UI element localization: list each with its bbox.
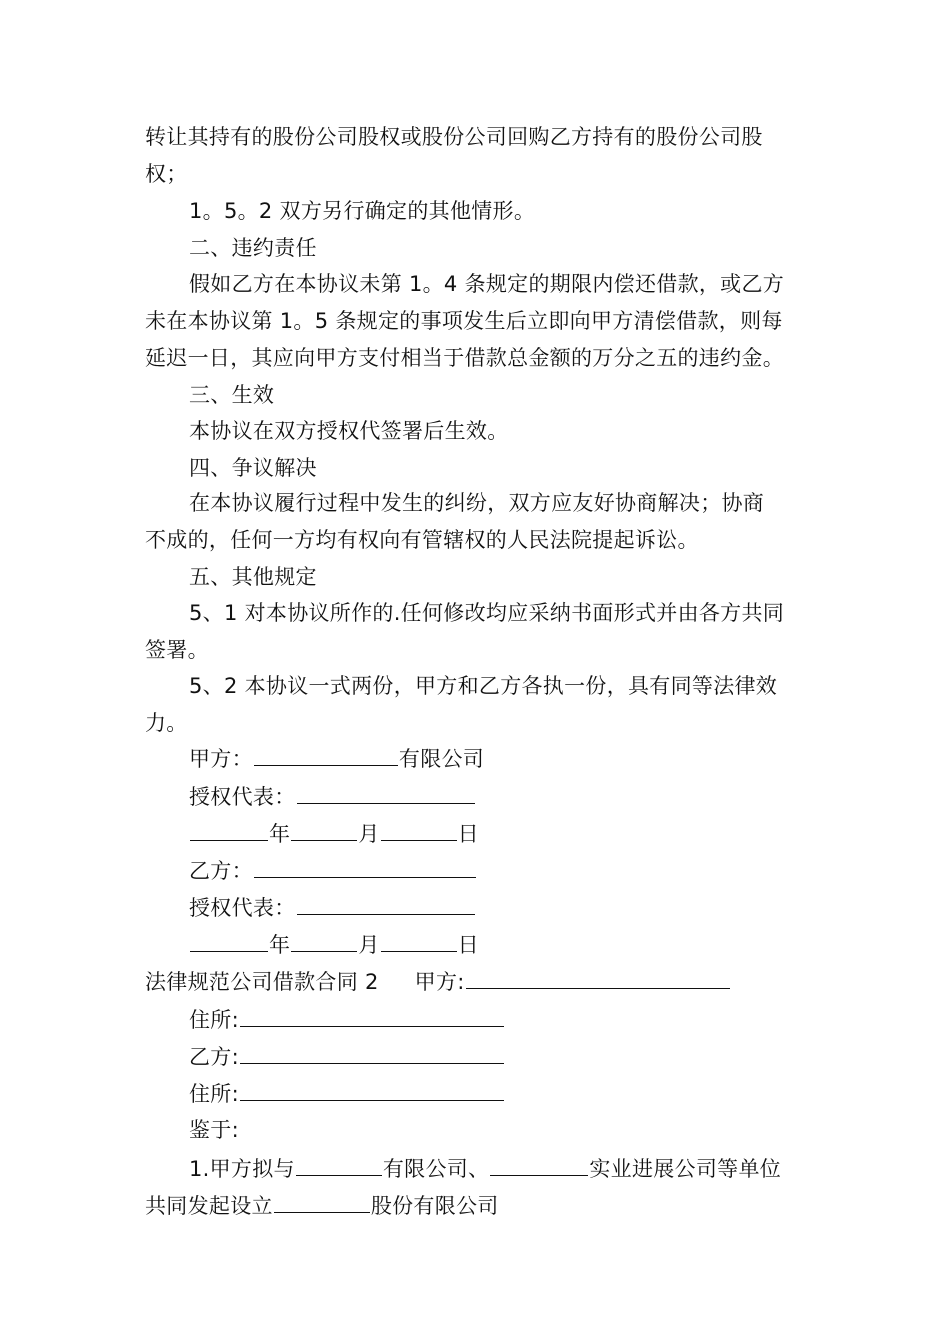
paragraph-line: 力。 <box>145 711 188 735</box>
day-blank <box>381 929 457 952</box>
section-heading: 三、生效 <box>189 383 275 407</box>
party-a-company-suffix: 有限公司 <box>398 747 485 771</box>
paragraph-line: 在本协议履行过程中发生的纠纷，双方应友好协商解决；协商 <box>189 491 765 515</box>
address-label: 住所: <box>189 1082 239 1106</box>
clause-text: 有限公司、 <box>382 1157 490 1181</box>
contract2-header-line <box>145 966 825 997</box>
party-a-rep-line <box>189 781 869 812</box>
day-blank <box>381 818 457 841</box>
clause-1-line <box>189 1153 869 1184</box>
year-label: 年 <box>269 933 291 957</box>
address-line <box>189 1078 869 1109</box>
clause-text: 股份有限公司 <box>370 1194 499 1218</box>
year-blank <box>190 818 268 841</box>
party-b-label: 乙方: <box>189 1045 239 1069</box>
paragraph-line: 签署。 <box>145 638 209 662</box>
party-b-blank <box>240 1041 504 1064</box>
address-blank <box>240 1004 504 1027</box>
party-b-rep-label: 授权代表： <box>189 896 296 920</box>
month-blank <box>291 818 357 841</box>
contract2-title: 法律规范公司借款合同 2 <box>145 970 379 994</box>
address-line <box>189 1004 869 1035</box>
paragraph-line: 转让其持有的股份公司股权或股份公司回购乙方持有的股份公司股 <box>145 125 763 149</box>
company-blank <box>296 1153 382 1176</box>
section-heading: 五、其他规定 <box>189 565 317 589</box>
paragraph-line: 5、1 对本协议所作的.任何修改均应采纳书面形式并由各方共同 <box>189 601 785 625</box>
paragraph-line: 未在本协议第 1。5 条规定的事项发生后立即向甲方清偿借款，则每 <box>145 309 783 333</box>
year-label: 年 <box>269 822 291 846</box>
party-b-rep-line <box>189 892 869 923</box>
company-blank <box>274 1190 370 1213</box>
party-b-blank <box>254 855 476 878</box>
section-heading: 二、违约责任 <box>189 236 317 260</box>
month-label: 月 <box>358 822 380 846</box>
contract2-party-a-label: 甲方: <box>414 970 465 994</box>
party-a-label: 甲方： <box>189 747 253 771</box>
party-b-signature-line <box>189 855 869 886</box>
paragraph-line: 延迟一日，其应向甲方支付相当于借款总金额的万分之五的违约金。 <box>145 346 784 370</box>
clause-text: 1.甲方拟与 <box>189 1157 295 1181</box>
year-blank <box>190 929 268 952</box>
contract2-party-a-blank <box>466 966 730 989</box>
clause-text: 实业进展公司等单位 <box>589 1157 782 1181</box>
day-label: 日 <box>457 933 479 957</box>
paragraph-line: 假如乙方在本协议未第 1。4 条规定的期限内偿还借款，或乙方 <box>189 272 785 296</box>
section-heading: 四、争议解决 <box>189 456 317 480</box>
address-blank <box>240 1078 504 1101</box>
month-blank <box>291 929 357 952</box>
paragraph-line: 5、2 本协议一式两份，甲方和乙方各执一份，具有同等法律效 <box>189 674 778 698</box>
paragraph-line: 不成的，任何一方均有权向有管辖权的人民法院提起诉讼。 <box>145 528 699 552</box>
month-label: 月 <box>358 933 380 957</box>
party-a-blank <box>254 743 398 766</box>
party-b-line <box>189 1041 869 1072</box>
party-b-rep-blank <box>297 892 475 915</box>
day-label: 日 <box>457 822 479 846</box>
paragraph-line: 本协议在双方授权代签署后生效。 <box>189 419 509 443</box>
company-blank <box>490 1153 588 1176</box>
clause-1-continuation <box>145 1190 825 1221</box>
party-a-rep-label: 授权代表： <box>189 785 296 809</box>
party-a-date-line <box>189 818 869 849</box>
party-b-label: 乙方： <box>189 859 253 883</box>
party-a-signature-line <box>189 743 869 774</box>
clause-text: 共同发起设立 <box>145 1194 273 1218</box>
paragraph-line: 权； <box>145 162 188 186</box>
whereas-heading: 鉴于: <box>189 1118 239 1142</box>
paragraph-line: 1。5。2 双方另行确定的其他情形。 <box>189 199 536 223</box>
party-b-date-line <box>189 929 869 960</box>
address-label: 住所: <box>189 1008 239 1032</box>
party-a-rep-blank <box>297 781 475 804</box>
